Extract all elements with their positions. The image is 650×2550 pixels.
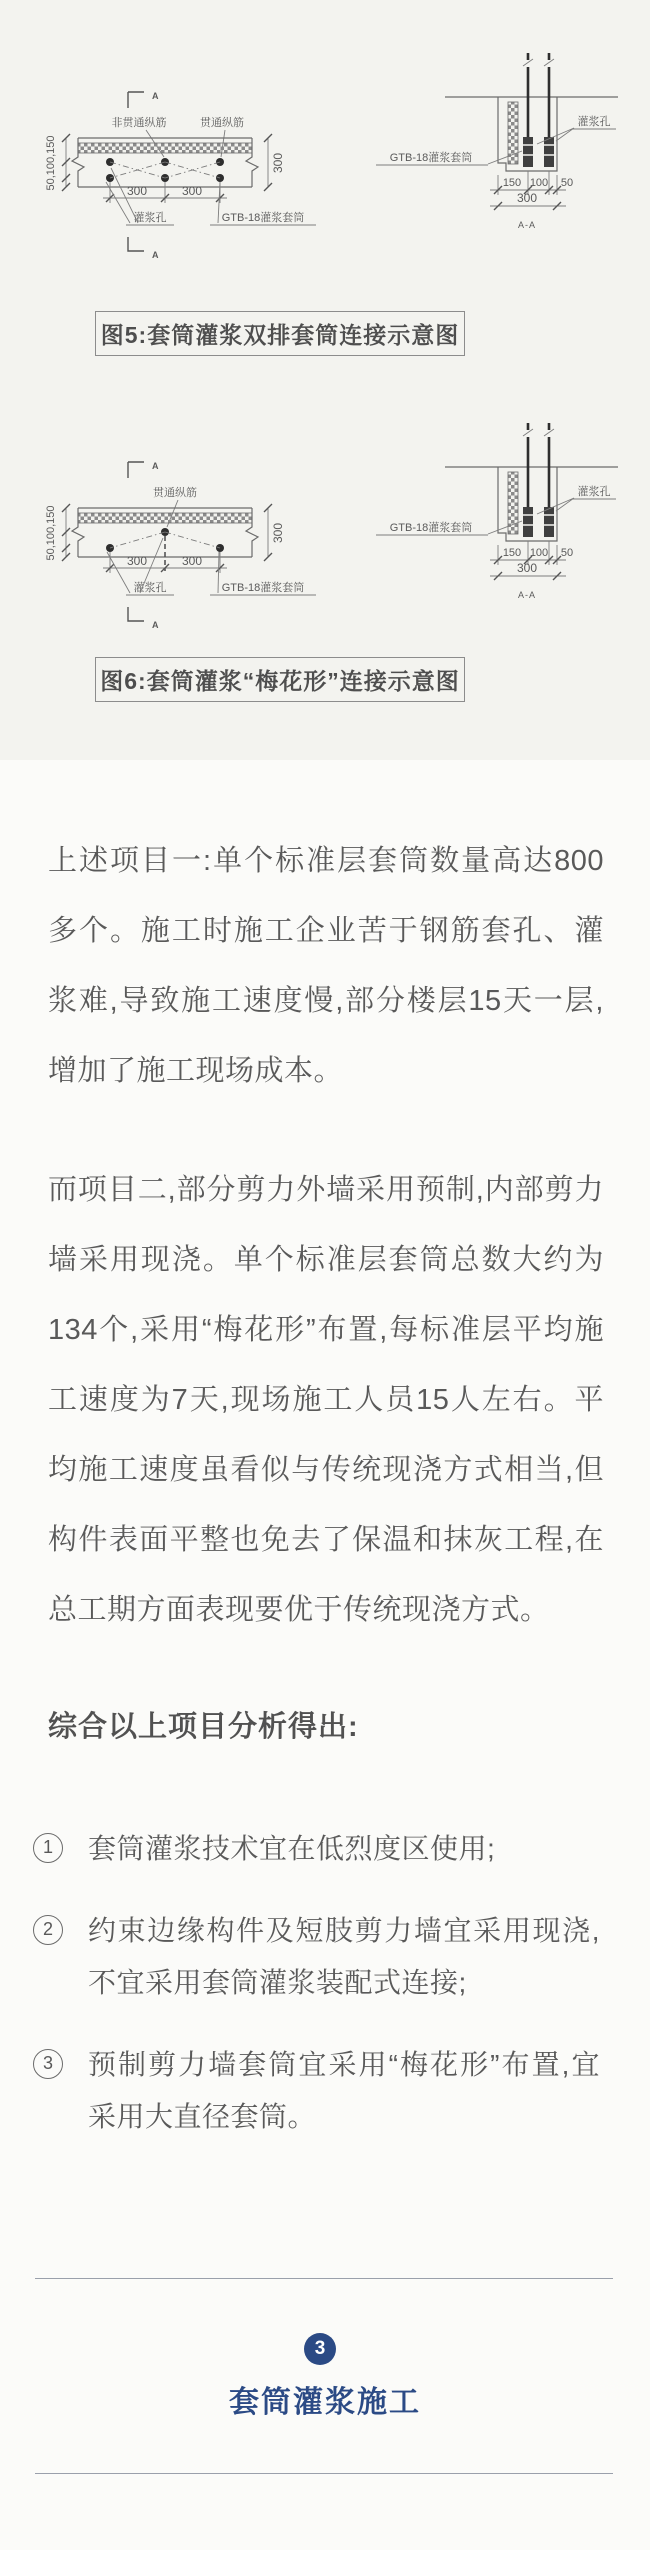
sleeve-dots-double-row — [106, 158, 224, 182]
section-letter: A — [152, 250, 159, 260]
conclusion-item-1-text: 套筒灌浆技术宜在低烈度区使用; — [88, 1833, 496, 1864]
figure5-caption-text: 图5:套筒灌浆双排套筒连接示意图 — [100, 322, 460, 348]
figure5-caption — [95, 311, 465, 356]
figure6-caption-text: 图6:套筒灌浆“梅花形”连接示意图 — [100, 668, 460, 694]
section-letter: A — [152, 461, 159, 471]
grout-hole-label: 灌浆孔 — [133, 582, 167, 594]
conclusion-item-3 — [33, 2039, 613, 2143]
rebar-break-marks — [523, 429, 554, 436]
left-dim-text: 50,100,150 — [45, 505, 57, 561]
grout-sleeve-right — [544, 137, 554, 167]
circled-number-1: 1 — [33, 1833, 63, 1863]
section-number-badge: 3 — [304, 2333, 336, 2365]
paragraph-project-one: 上述项目一:单个标准层套筒数量高达800多个。施工时施工企业苦于钢筋套孔、灌浆难,导致施工速度慢,部分楼层15天一层,增加了施工现场成本。 — [48, 845, 604, 1087]
rebar-break-marks — [523, 59, 554, 66]
non-through-bar-label: 非贯通纵筋 — [111, 117, 167, 129]
sleeve-label: GTB-18灌浆套筒 — [389, 522, 473, 534]
section-title: 套筒灌浆施工 — [229, 2386, 421, 2419]
figure6-drawing — [0, 415, 650, 635]
section-view-label: A-A — [517, 220, 537, 230]
divider-top — [35, 2278, 613, 2279]
dim-300-right: 300 — [181, 184, 203, 198]
divider-bottom — [35, 2473, 613, 2474]
fig5-plan-view — [45, 91, 316, 260]
dim-300-left: 300 — [126, 184, 148, 198]
grout-sleeve-right — [544, 507, 554, 537]
dim-100: 100 — [529, 177, 549, 189]
section-letter: A — [152, 620, 159, 630]
grout-sleeve-left — [523, 507, 533, 537]
figure6-caption — [95, 657, 465, 702]
dim-50: 50 — [560, 547, 574, 559]
section-cut-mark-bottom — [128, 607, 144, 621]
conclusion-item-3-text: 预制剪力墙套筒宜采用“梅花形”布置,宜采用大直径套筒。 — [88, 2049, 600, 2132]
dim-50: 50 — [560, 177, 574, 189]
conclusion-item-2-text: 约束边缘构件及短肢剪力墙宜采用现浇,不宜采用套筒灌浆装配式连接; — [88, 1915, 600, 1998]
sleeve-label: GTB-18灌浆套筒 — [221, 582, 305, 594]
insulation-hatch-band — [78, 143, 252, 153]
conclusion-item-1 — [33, 1823, 613, 1875]
dim-100: 100 — [529, 547, 549, 559]
right-dim-text: 300 — [271, 522, 285, 544]
section-letter: A — [152, 91, 159, 101]
section-cut-mark-top — [128, 462, 144, 478]
sleeve-leader — [218, 552, 219, 593]
dim-150: 150 — [502, 547, 522, 559]
grout-sleeve-left — [523, 137, 533, 167]
left-dim-text: 50,100,150 — [45, 135, 57, 191]
fig5-section-view — [376, 53, 618, 230]
through-bar-label: 贯通纵筋 — [200, 117, 244, 129]
conclusion-heading: 综合以上项目分析得出: — [48, 1711, 359, 1743]
circled-number-3: 3 — [33, 2049, 63, 2079]
fig6-plan-view — [45, 461, 316, 630]
sleeve-label: GTB-18灌浆套筒 — [389, 152, 473, 164]
circled-number-2: 2 — [33, 1915, 63, 1945]
fig6-section-view — [376, 423, 618, 600]
through-bar-label: 贯通纵筋 — [153, 487, 197, 499]
grout-hole-label: 灌浆孔 — [577, 486, 611, 498]
conclusion-item-2 — [33, 1905, 613, 2009]
sleeve-label: GTB-18灌浆套筒 — [221, 212, 305, 224]
grout-hole-leaders — [537, 498, 574, 514]
dim-300-right: 300 — [181, 554, 203, 568]
section-view-label: A-A — [517, 590, 537, 600]
figure5-drawing — [0, 45, 650, 265]
section-cut-mark-top — [128, 92, 144, 108]
grout-hole-label: 灌浆孔 — [133, 212, 167, 224]
paragraph-project-two: 而项目二,部分剪力外墙采用预制,内部剪力墙采用现浇。单个标准层套筒总数大约为134个,采用“梅花形”布置,每标准层平均施工速度为7天,现场施工人员15人左右。平均施工速度虽看似与传统现浇方式相当,但构件表面平整也免去了保温和抹灰工程,在总工期方面表现要优于传统现浇方式。 — [48, 1174, 604, 1626]
insulation-hatch-band — [78, 513, 252, 523]
grout-hole-label: 灌浆孔 — [577, 116, 611, 128]
dim-150: 150 — [502, 177, 522, 189]
right-dim-text: 300 — [271, 152, 285, 174]
dim-300-total: 300 — [516, 561, 538, 575]
grout-hole-leaders — [537, 128, 574, 144]
dim-300-total: 300 — [516, 191, 538, 205]
section-cut-mark-bottom — [128, 237, 144, 251]
dim-300-left: 300 — [126, 554, 148, 568]
